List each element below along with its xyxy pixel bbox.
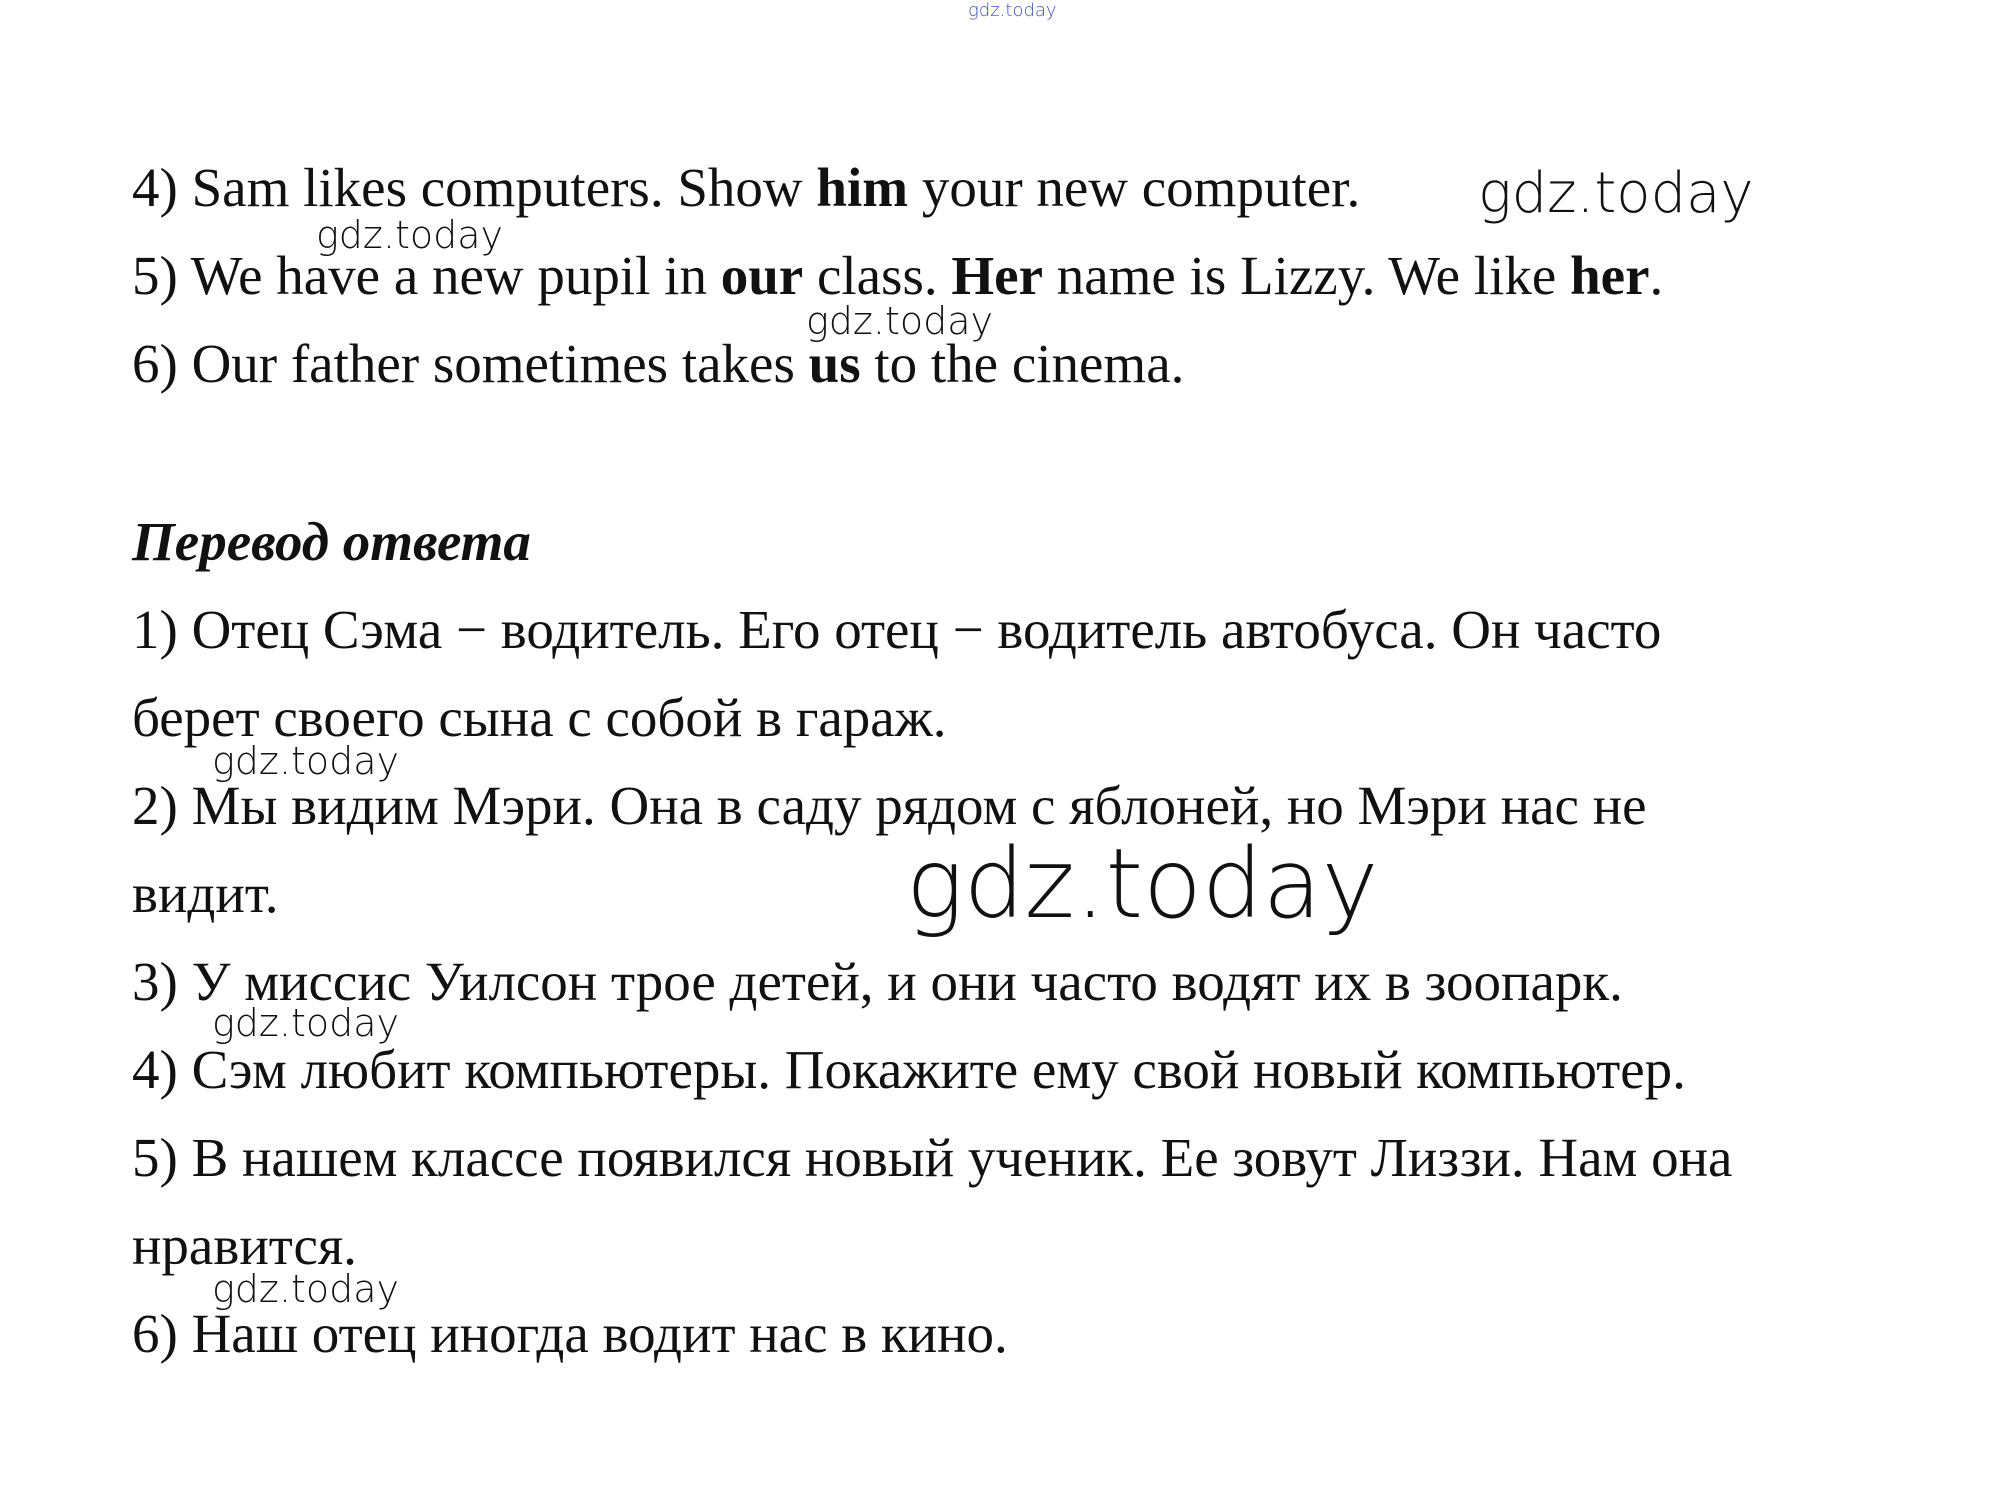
translation-line: 1) Отец Сэма − водитель. Его отец − водитель автобуса. Он часто bbox=[132, 599, 1662, 660]
translation-heading: Перевод ответа bbox=[132, 511, 531, 572]
bold-pronoun: Her bbox=[951, 245, 1043, 306]
watermark-large: gdz.today bbox=[906, 828, 1379, 940]
watermark-top: gdz.today bbox=[968, 0, 1057, 21]
translation-line: 2) Мы видим Мэри. Она в саду рядом с яблоней, но Мэри нас не bbox=[132, 775, 1647, 836]
translation-line: 3) У миссис Уилсон трое детей, и они часто водят их в зоопарк. bbox=[132, 951, 1623, 1012]
watermark: gdz.today bbox=[212, 1267, 399, 1311]
translation-line: 5) В нашем классе появился новый ученик. Ее зовут Лиззи. Нам она bbox=[132, 1127, 1733, 1188]
watermark: gdz.today bbox=[1478, 161, 1754, 226]
bold-pronoun: him bbox=[816, 157, 909, 218]
watermark: gdz.today bbox=[212, 739, 399, 783]
translation-line: видит. bbox=[132, 863, 279, 924]
bold-pronoun: us bbox=[808, 333, 861, 394]
translation-line: нравится. bbox=[132, 1215, 357, 1276]
answer-line-5: 5) We have a new pupil in our class. Her name is Lizzy. We like her. bbox=[132, 245, 1664, 306]
watermark: gdz.today bbox=[806, 299, 993, 343]
answer-line-4: 4) Sam likes computers. Show him your new computer. bbox=[132, 157, 1361, 218]
translation-line: берет своего сына с собой в гараж. bbox=[132, 687, 947, 748]
translation-line: 6) Наш отец иногда водит нас в кино. bbox=[132, 1303, 1008, 1364]
bold-pronoun: our bbox=[720, 245, 804, 306]
watermark: gdz.today bbox=[212, 1001, 399, 1045]
translation-line: 4) Сэм любит компьютеры. Покажите ему свой новый компьютер. bbox=[132, 1039, 1686, 1100]
watermark: gdz.today bbox=[316, 213, 503, 257]
bold-pronoun: her bbox=[1570, 245, 1650, 306]
answer-line-6: 6) Our father sometimes takes us to the cinema. bbox=[132, 333, 1185, 394]
